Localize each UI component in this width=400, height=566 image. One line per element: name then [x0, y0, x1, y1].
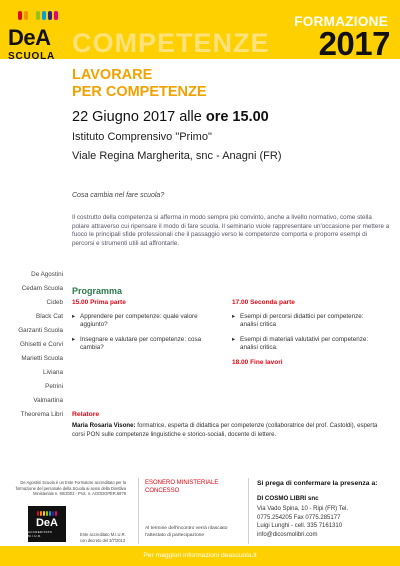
publisher-item: Garzanti Scuola — [18, 327, 63, 334]
contact-person: Luigi Lunghi - cell. 335 7161310 — [257, 523, 343, 529]
attestato-text: Al termine dell'incontro verrà rilasciato l'attestato di partecipazione — [145, 526, 228, 538]
relatore-text — [72, 422, 390, 439]
footer-logo-bar — [40, 511, 42, 516]
logo-bar — [36, 11, 40, 20]
event-title-line2: PER COMPETENZE — [72, 84, 207, 100]
footer-logo-sub: ACCREDITATO M.I.U.R. — [28, 529, 53, 538]
footer-logo-text: DeA — [35, 516, 58, 529]
event-title-line1: LAVORARE — [72, 67, 153, 83]
publisher-item: Cedam Scuola — [21, 285, 63, 292]
part1-title: 15.00 Prima parte — [72, 299, 126, 306]
part2-item: ▸ Esempi di materiali valutativi per competenze: analisi critica. — [232, 336, 382, 353]
logo-color-bars — [18, 11, 64, 21]
part2-item: ▸ Esempi di percorsi didattici per competenze: analisi critica — [232, 313, 382, 330]
publishers-list — [18, 268, 63, 422]
esonero-line: ESONERO MINISTERIALE — [145, 480, 219, 486]
relatore-label: Relatore — [72, 411, 100, 418]
footer-logo-bar — [49, 511, 51, 516]
part1-item: ▸ Insegnare e valutare per competenze: cosa cambia? — [72, 336, 222, 353]
esonero-ministeriale — [145, 480, 218, 495]
event-date-line — [72, 109, 269, 125]
fine-lavori: 18.00 Fine lavori — [232, 358, 283, 366]
publisher-item: Theorema Libri — [20, 411, 63, 418]
esonero-line: CONCESSO — [145, 487, 180, 494]
intro-question: Cosa cambia nel fare scuola? — [72, 192, 165, 199]
part1-item: ▸ Apprendere per competenze: quale valore aggiunto? — [72, 313, 222, 330]
logo-bar — [54, 11, 58, 20]
logo-bar — [30, 11, 34, 20]
conferma-heading: Si prega di confermare la presenza a: — [257, 480, 378, 487]
publisher-item: Valmartina — [33, 397, 63, 404]
footer-logo-bar — [55, 511, 57, 516]
logo-scuola-text: SCUOLA — [8, 51, 56, 62]
dea-scuola-logo — [8, 11, 64, 91]
footer-dea-logo — [28, 506, 66, 542]
part2-title: 17.00 Seconda parte — [232, 299, 295, 306]
programma-heading: Programma — [72, 286, 123, 296]
event-time: ore 15.00 — [205, 109, 269, 125]
logo-bar — [48, 11, 52, 20]
publisher-item: Black Cat — [36, 313, 63, 320]
programma-part2 — [232, 299, 382, 367]
logo-bar — [18, 11, 22, 20]
programma-part1 — [72, 299, 222, 359]
footer-logo-bar — [52, 511, 54, 516]
publisher-item: Liviana — [43, 369, 63, 376]
contact-address: Via Vado Spina, 10 - Ripi (FR) Tel. — [257, 506, 349, 512]
header-ghost-word: COMPETENZE — [72, 28, 270, 58]
ente-miur-text: Ente accreditato M.I.U.R. con decreto del 3/7/2013 — [80, 532, 126, 543]
footer-logo-bar — [37, 511, 39, 516]
event-alle: alle — [179, 109, 202, 125]
publisher-item: De Agostini — [31, 271, 63, 278]
relatore-name: Maria Rosaria Visone: — [72, 422, 136, 429]
footer-divider — [138, 478, 139, 544]
year-label: 2017 — [318, 25, 390, 62]
intro-paragraph: Il costrutto della competenza si afferma in modo sempre più convinto, anche a livello normativo, come stella polare attraverso cui ripensare il modo di fare scuola. Il seminario vuole rappresentare un'occasione per mettere a fuoco le principali sfide professionali che il passaggio verso le competenze comporta e proporre esempi di percorsi e strumenti utili ad affrontarle. — [72, 214, 390, 247]
logo-dea-text: DeA — [8, 25, 51, 50]
contact-phone: 0775.254205 Fax 0775.285177 — [257, 514, 341, 521]
bottom-info-band[interactable]: Per maggiori informazioni deascuola.it — [0, 546, 400, 566]
event-venue: Istituto Comprensivo "Primo" — [72, 131, 212, 143]
contact-email-link[interactable]: info@dicosmolibri.com — [257, 531, 318, 538]
footer-divider — [248, 478, 249, 544]
publisher-item: Cideb — [46, 299, 63, 306]
contact-company: DI COSMO LIBRI snc — [257, 495, 319, 502]
publisher-item: Petrini — [45, 383, 63, 390]
logo-bar — [24, 11, 28, 20]
footer-logo-bar — [43, 511, 45, 516]
contact-details — [257, 505, 348, 539]
publisher-item: Ghisetti e Corvi — [19, 341, 63, 348]
ente-formatore-text: De Agostini Scuola è un Ente Formatore accreditato per la formazione del personale della Scuola ai sensi della Direttiva Ministeriale n. 90/2003 - Prot. n. AOODGPER.6979 — [15, 480, 126, 496]
relatore-bio: formatrice, esperta di didattica per competenze (collaboratrice del prof. Castoldi), esperta corsi PON sulle competenze linguistiche e storico-sociali, docente di lettere. — [72, 422, 378, 438]
publisher-item: Marietti Scuola — [21, 355, 63, 362]
footer-logo-bars — [37, 511, 57, 516]
event-date: 22 Giugno 2017 — [72, 109, 176, 125]
footer-logo-bar — [46, 511, 48, 516]
event-title — [72, 67, 207, 101]
event-address: Viale Regina Margherita, snc - Anagni (FR) — [72, 150, 282, 162]
formazione-label: FORMAZIONE — [294, 14, 388, 29]
logo-bar — [42, 11, 46, 20]
